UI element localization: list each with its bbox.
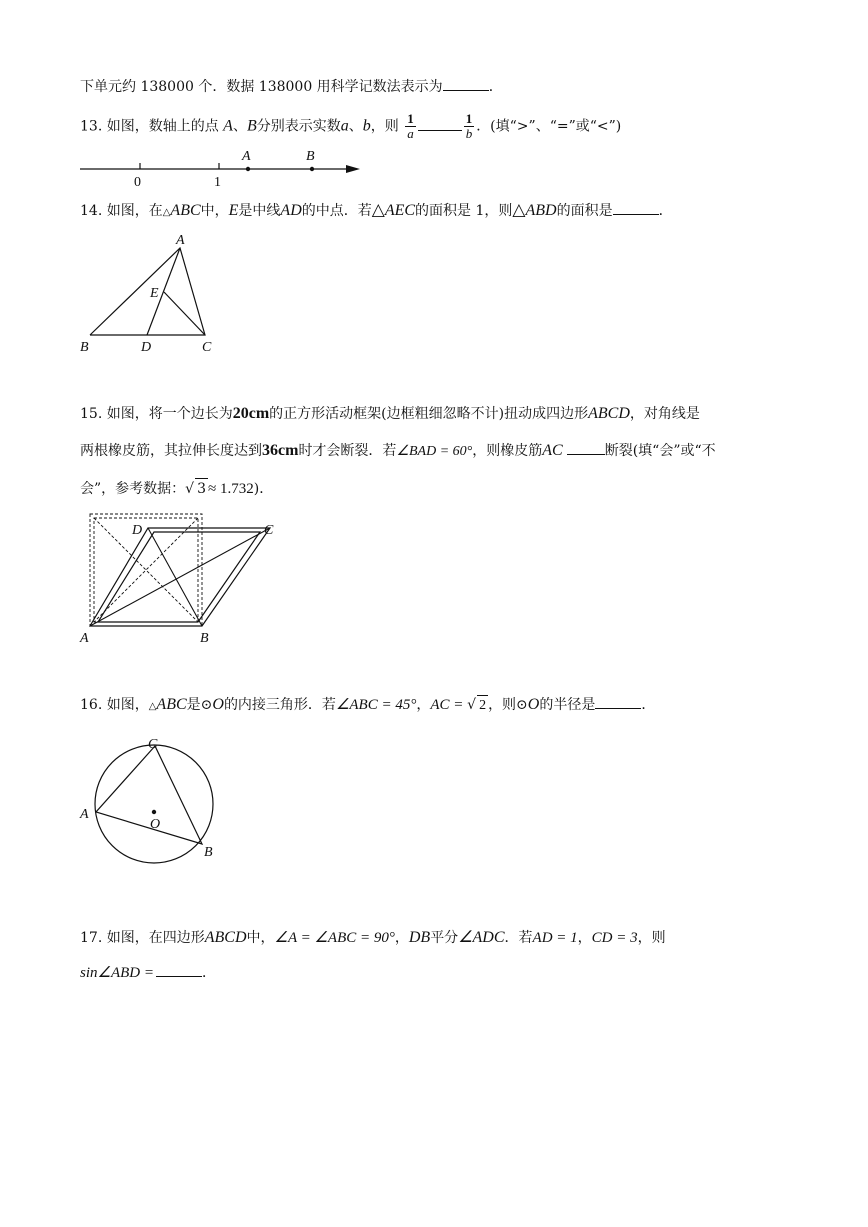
- axis-label-0: 0: [134, 175, 141, 190]
- q16-line: 16. 如图，△ABC是⊙O的内接三角形．若∠ABC = 45°，AC = √ 2 ，则⊙O的半径是 ．: [80, 694, 655, 717]
- q12-text: 下单元约 138000 个．数据 138000 用科学记数法表示为: [80, 79, 443, 95]
- inscribed-triangle-figure: [76, 734, 226, 864]
- point-e-label: E: [150, 286, 159, 301]
- q14-line: 14. 如图，在△ABC中，E是中线AD的中点．若△AEC的面积是 1，则△ABD的面积是 ．: [80, 200, 673, 220]
- vertex-a-label: A: [80, 807, 89, 822]
- q17-line-1: 17. 如图，在四边形ABCD中，∠A = ∠ABC = 90°，DB平分∠ADC．若AD = 1，CD = 3，则: [80, 929, 666, 946]
- q12-answer-blank[interactable]: [443, 76, 489, 91]
- q13-line: 13. 如图，数轴上的点 A、B分别表示实数a、b，则 $\frac{1}{a}$ $\frac{1}{b}$ ．(填“>”、“=”或“<”): [80, 111, 622, 141]
- rhombus-frame-figure: [76, 510, 286, 650]
- q12-tail-line: 下单元约 138000 个．数据 138000 用科学记数法表示为 ．: [80, 76, 503, 97]
- point-a-label: A: [242, 149, 251, 164]
- vertex-c-label: C: [148, 737, 158, 752]
- number-line-figure: [76, 144, 368, 190]
- vertex-b-label: B: [200, 631, 209, 646]
- q15-line-2: 两根橡皮筋，其拉伸长度达到36cm时才会断裂．若∠BAD = 60°，则橡皮筋AC 断裂(填“会”或“不: [80, 442, 716, 459]
- point-d-label: D: [141, 340, 152, 355]
- q17-line-2: sin∠ABD = ．: [80, 962, 216, 983]
- q15-answer-blank[interactable]: [567, 440, 605, 455]
- vertex-b-label: B: [80, 340, 89, 355]
- vertex-d-label: D: [132, 523, 143, 538]
- q14-answer-blank[interactable]: [613, 200, 659, 215]
- triangle-abc-figure: [76, 230, 226, 358]
- vertex-a-label: A: [80, 631, 89, 646]
- vertex-c-label: C: [264, 523, 274, 538]
- point-b-label: B: [306, 149, 315, 164]
- vertex-b-label: B: [204, 845, 213, 860]
- q15-line-1: 15. 如图，将一个边长为20cm的正方形活动框架(边框粗细忽略不计)扭动成四边形ABCD，对角线是: [80, 405, 700, 422]
- center-o-label: O: [150, 817, 161, 832]
- axis-label-1: 1: [214, 175, 221, 190]
- vertex-c-label: C: [202, 340, 212, 355]
- q17-answer-blank[interactable]: [156, 962, 202, 977]
- vertex-a-label: A: [176, 233, 185, 248]
- q16-answer-blank[interactable]: [595, 694, 641, 709]
- fraction-1-over-a: $\frac{1}{a}$: [407, 111, 414, 141]
- fraction-1-over-b: $\frac{1}{b}$: [465, 111, 473, 141]
- q15-line-3: 会”，参考数据：√ 3 ≈ 1.732)．: [80, 478, 273, 499]
- q13-answer-blank[interactable]: [418, 116, 462, 131]
